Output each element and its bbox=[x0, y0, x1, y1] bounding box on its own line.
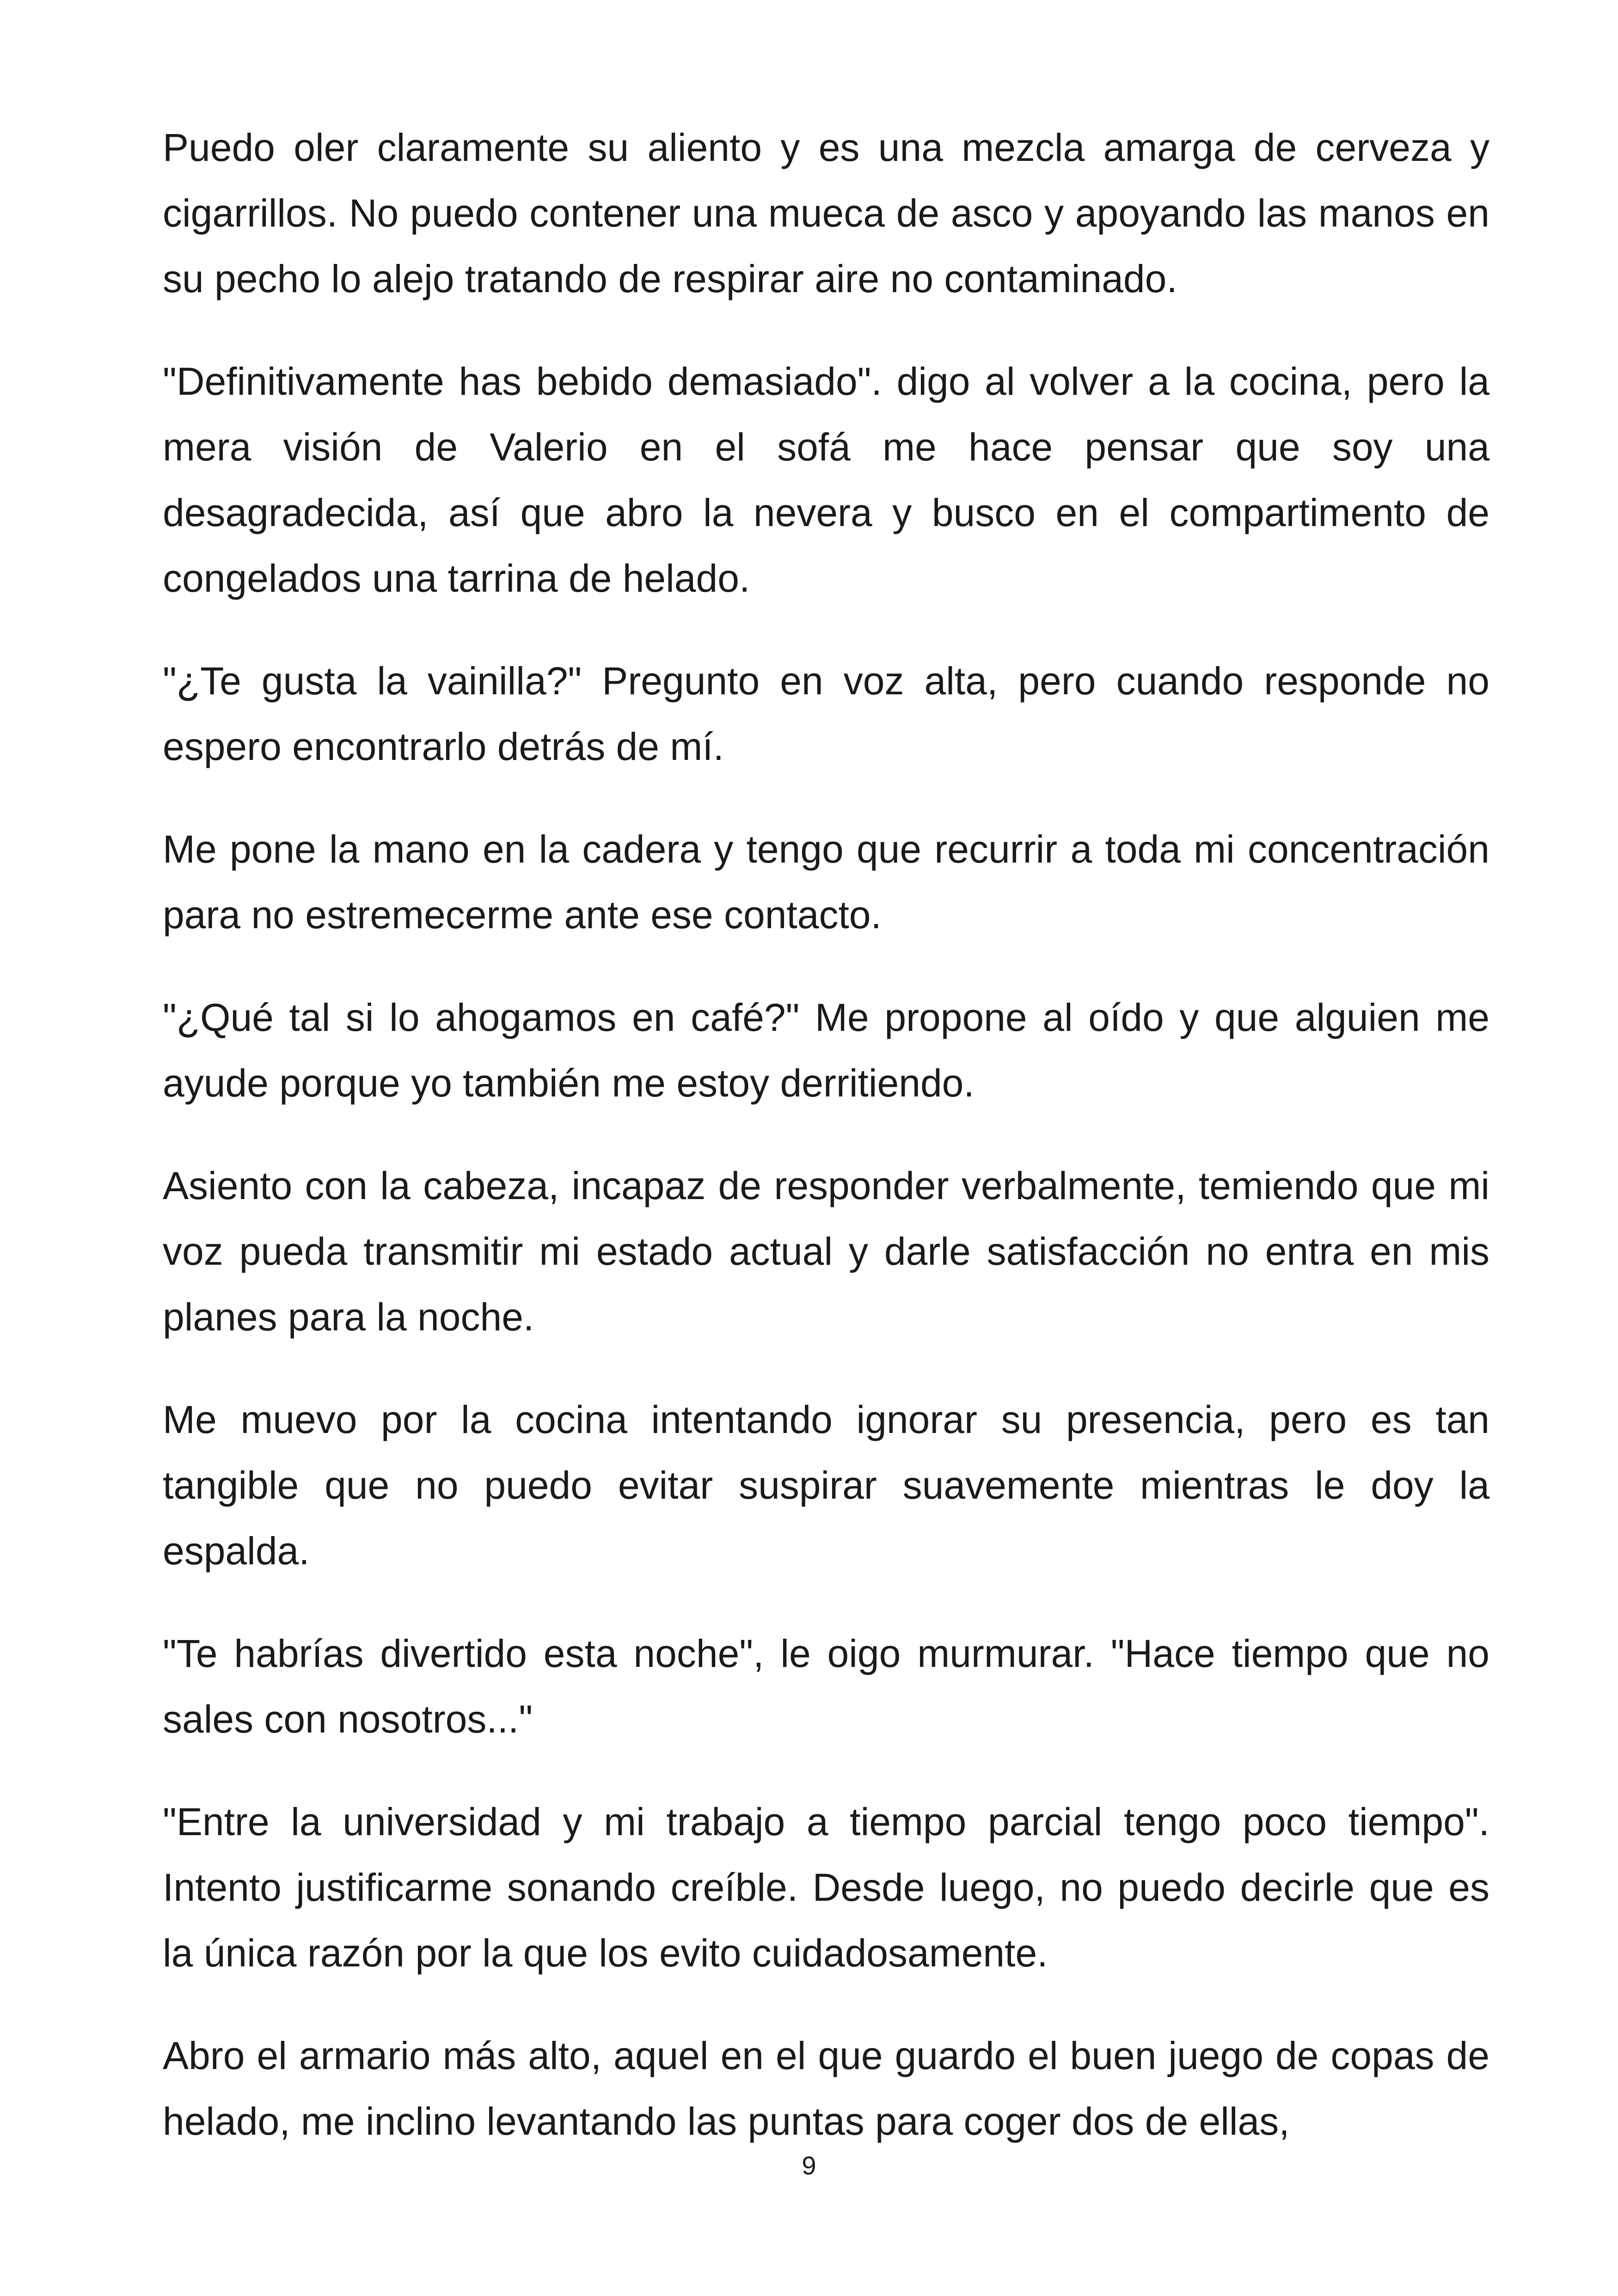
paragraph-1: Puedo oler claramente su aliento y es una mezcla amarga de cerveza y cigarrillos. No puedo contener una mueca de asco y apoyando las manos en su pecho lo alejo tratando de respirar aire no contaminado. bbox=[163, 126, 1489, 300]
paragraph-9: "Entre la universidad y mi trabajo a tiempo parcial tengo poco tiempo". Intento justificarme sonando creíble. Desde luego, no puedo decirle que es la única razón por la que los evito cuidadosamente. bbox=[163, 1800, 1489, 1975]
body-text bbox=[163, 115, 1489, 2154]
paragraph-3: "¿Te gusta la vainilla?" Pregunto en voz alta, pero cuando responde no espero encontrarlo detrás de mí. bbox=[163, 659, 1489, 768]
page-number: 9 bbox=[802, 2151, 816, 2180]
paragraph-6: Asiento con la cabeza, incapaz de responder verbalmente, temiendo que mi voz pueda transmitir mi estado actual y darle satisfacción no entra en mis planes para la noche. bbox=[163, 1164, 1489, 1339]
paragraph-8: "Te habrías divertido esta noche", le oigo murmurar. "Hace tiempo que no sales con nosotros..." bbox=[163, 1632, 1489, 1741]
paragraph-4: Me pone la mano en la cadera y tengo que recurrir a toda mi concentración para no estremecerme ante ese contacto. bbox=[163, 827, 1489, 937]
paragraph-10: Abro el armario más alto, aquel en el que guardo el buen juego de copas de helado, me inclino levantando las puntas para coger dos de ellas, bbox=[163, 2034, 1489, 2143]
paragraph-7: Me muevo por la cocina intentando ignorar su presencia, pero es tan tangible que no puedo evitar suspirar suavemente mientras le doy la espalda. bbox=[163, 1398, 1489, 1573]
paragraph-5: "¿Qué tal si lo ahogamos en café?" Me propone al oído y que alguien me ayude porque yo también me estoy derritiendo. bbox=[163, 996, 1489, 1105]
paragraph-2: "Definitivamente has bebido demasiado". digo al volver a la cocina, pero la mera visión de Valerio en el sofá me hace pensar que soy una desagradecida, así que abro la nevera y busco en el compartimento de congelados una tarrina de helado. bbox=[163, 360, 1489, 600]
